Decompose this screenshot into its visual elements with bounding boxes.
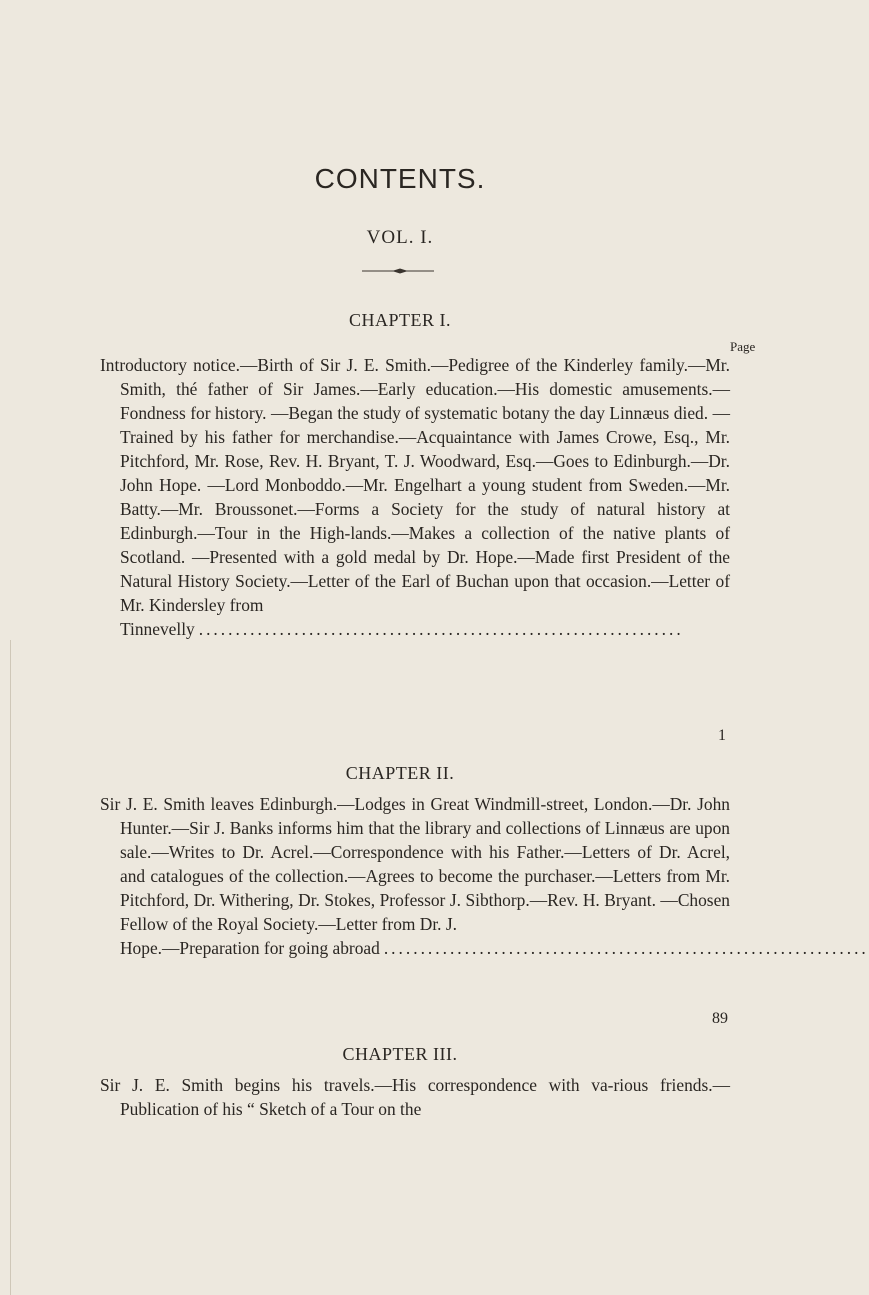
chapter-summary-last-line <box>120 936 869 960</box>
chapter-summary <box>100 1073 730 1121</box>
chapter-heading: CHAPTER II. <box>345 763 455 783</box>
chapter-summary-tail: Hope.—Preparation for going abroad <box>120 938 380 958</box>
leader-dots: .................................................................. <box>383 938 869 958</box>
page-title: CONTENTS. <box>314 163 486 194</box>
chapter-heading: CHAPTER III. <box>342 1044 458 1064</box>
chapter-summary-text: Sir J. E. Smith begins his travels.—His correspondence with va-rious friends.—Publication of his “ Sketch of a Tour on the <box>100 1075 730 1119</box>
page-column-label: Page <box>730 339 756 354</box>
chapter-summary <box>100 353 730 641</box>
page-number: 89 <box>712 1010 728 1027</box>
chapter-summary-tail: Tinnevelly <box>120 619 195 639</box>
chapter-heading: CHAPTER I. <box>348 310 451 330</box>
page-edge-shadow <box>10 640 11 1295</box>
chapter-summary-last-line <box>120 617 730 641</box>
leader-dots: .................................................................. <box>198 619 684 639</box>
volume-label: VOL. I. <box>366 227 434 248</box>
ornament-rule-icon <box>362 268 434 274</box>
chapter-summary <box>100 792 869 960</box>
chapter-summary-text: Sir J. E. Smith leaves Edinburgh.—Lodges in Great Windmill-street, London.—Dr. John Hunter.—Sir J. Banks informs him that the library and collections of Linnæus are upon sale.—Writes to Dr. Acrel.—Correspondence with his Father.—Letters of Dr. Acrel, and catalogues of the collection.—Agrees to become the purchaser.—Letters from Mr. Pitchford, Dr. Withering, Dr. Stokes, Professor J. Sibthorp.—Rev. H. Bryant. —Chosen Fellow of the Royal Society.—Letter from Dr. J. <box>100 794 730 934</box>
page-number: 1 <box>718 727 726 744</box>
chapter-summary-text: Introductory notice.—Birth of Sir J. E. Smith.—Pedigree of the Kinderley family.—Mr. Smith, thé father of Sir James.—Early education.—His domestic amusements.—Fondness for history. —Began the study of systematic botany the day Linnæus died. —Trained by his father for merchandise.—Acquaintance with James Crowe, Esq., Mr. Pitchford, Mr. Rose, Rev. H. Bryant, T. J. Woodward, Esq.—Goes to Edinburgh.—Dr. John Hope. —Lord Monboddo.—Mr. Engelhart a young student from Sweden.—Mr. Batty.—Mr. Broussonet.—Forms a Society for the study of natural history at Edinburgh.—Tour in the High-lands.—Makes a collection of the native plants of Scotland. —Presented with a gold medal by Dr. Hope.—Made first President of the Natural History Society.—Letter of the Earl of Buchan upon that occasion.—Letter of Mr. Kindersley from <box>100 355 730 615</box>
